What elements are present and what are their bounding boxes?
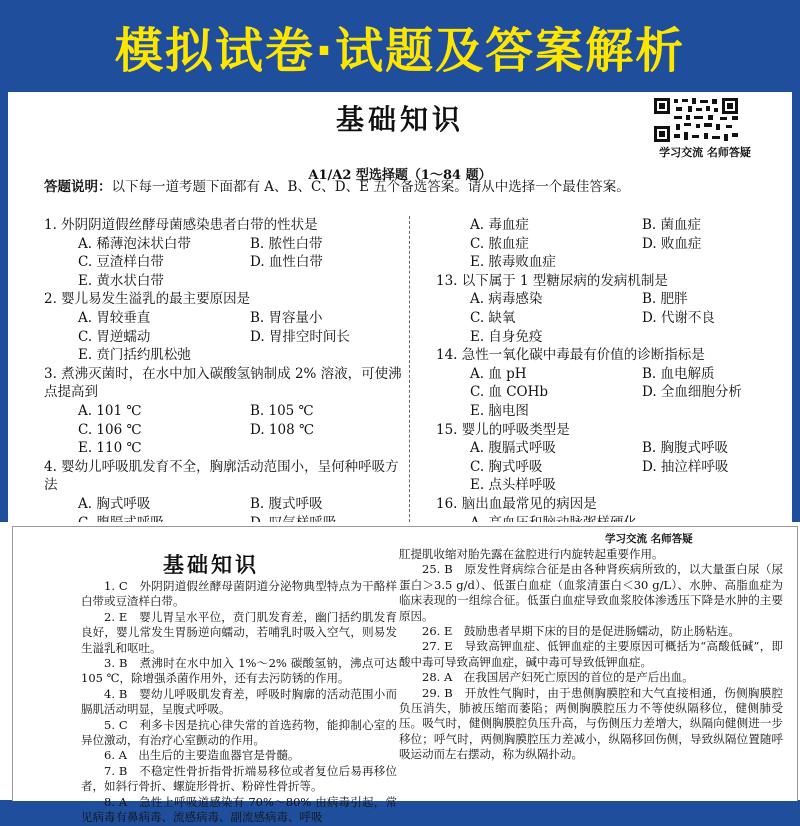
answer-paragraph: 1. C 外阴阴道假丝酵母菌阴道分泌物典型特点为干酪样白带或豆渣样白带。 — [81, 579, 397, 609]
question-stem: 3. 煮沸灭菌时，在水中加入碳酸氢钠制成 2% 溶液，可使沸点提高到 — [44, 365, 402, 401]
answers-left-column — [81, 579, 397, 826]
option: A. 毒血症 — [470, 217, 529, 233]
answer-paragraph: 28. A 在我国居产妇死亡原因的首位的是产后出血。 — [422, 670, 694, 685]
question — [436, 346, 762, 420]
answers-page — [12, 526, 798, 825]
question — [436, 272, 762, 346]
option: E. 脓毒败血症 — [470, 254, 556, 271]
instructions-label: 答题说明： — [44, 179, 112, 195]
banner-text: 模拟试卷·试题及答案解析 — [114, 22, 686, 79]
question-options — [44, 235, 402, 291]
option: D. 抽泣样呼吸 — [642, 458, 729, 475]
option: D. 全血细胞分析 — [642, 384, 742, 401]
option: C. 脓血症 — [470, 235, 529, 252]
page-title: 基础知识 — [335, 103, 464, 136]
question — [44, 365, 402, 458]
option: C. 缺氧 — [470, 309, 516, 326]
option: B. 腹式呼吸 — [250, 495, 323, 512]
answer-paragraph: 29. B 开放性气胸时，由于患侧胸膜腔和大气直接相通，伤侧胸膜腔负压消失，肺被压缩而萎陷；两侧胸膜腔压力不等使纵隔移位，健侧肺受压。吸气时，健侧胸膜腔负压升高，与伤侧压力差增大，纵隔向健侧进一步移位；呼气时，两侧胸膜腔压力差减小，纵隔移回伤侧，导致纵隔位置随呼吸运动而左右摆动，称为纵隔扑动。 — [399, 685, 783, 762]
option: A. 101 ℃ — [78, 402, 142, 419]
option: D. 血性白带 — [250, 254, 323, 271]
question — [436, 421, 762, 495]
option: B. 肥胖 — [642, 291, 688, 308]
option: C. 胸式呼吸 — [470, 458, 543, 475]
option: A. 胸式呼吸 — [78, 495, 151, 512]
instructions-text: 以下每一道考题下面都有 A、B、C、D、E 五个备选答案。请从中选择一个最佳答案。 — [111, 179, 630, 195]
title-banner — [0, 0, 800, 92]
option: D. 败血症 — [642, 235, 702, 252]
question — [44, 458, 402, 532]
answer-paragraph: 25. B 原发性肾病综合征是由各种肾疾病所致的，以大量蛋白尿（尿蛋白＞3.5 g/d）、低蛋白血症（血浆清蛋白＜30 g/L）、水肿、高脂血症为临床表现的一组综合征。低蛋白血症导致血浆胶体渗透压下降是水肿的主要原因。 — [399, 562, 783, 623]
qr-code-icon — [648, 96, 744, 144]
option: B. 胸腹式呼吸 — [642, 440, 729, 457]
question-options — [436, 216, 762, 272]
option: B. 脓性白带 — [250, 235, 323, 252]
option: B. 血电解质 — [642, 365, 715, 382]
answer-paragraph: 7. B 不稳定性骨折指骨折端易移位或者复位后易再移位者，如斜行骨折、螺旋形骨折、粉碎性骨折等。 — [81, 763, 397, 794]
option: C. 豆渣样白带 — [78, 254, 164, 271]
question-options — [44, 309, 402, 365]
answer-paragraph: 5. C 利多卡因是抗心律失常的首选药物，能抑制心室的异位激动，有治疗心室颤动的作用。 — [81, 717, 397, 748]
answers-header-caption: 学习交流 名师答疑 — [605, 533, 693, 545]
question — [436, 216, 762, 272]
question-stem: 16. 脑出血最常见的病因是 — [436, 495, 597, 512]
answer-paragraph: 27. E 导致高钾血症、低钾血症的主要原因可概括为“高酸低碱”，即酸中毒可导致高钾血症，碱中毒可导致低钾血症。 — [399, 639, 783, 669]
option: A. 血 pH — [470, 365, 527, 382]
option: E. 黄水状白带 — [78, 272, 164, 289]
answers-panel — [0, 522, 800, 825]
question-options — [436, 365, 762, 421]
question-stem: 15. 婴儿的呼吸类型是 — [436, 421, 570, 438]
answer-paragraph: 26. E 鼓励患者早期下床的目的是促进肠蠕动，防止肠粘连。 — [422, 624, 740, 639]
questions-right-column — [436, 216, 762, 532]
answer-paragraph: 6. A 出生后的主要造血器官是骨髓。 — [104, 748, 300, 763]
answers-title: 基础知识 — [163, 552, 259, 577]
option: E. 110 ℃ — [78, 440, 142, 457]
option: E. 脑电图 — [470, 402, 529, 419]
option: E. 贲门括约肌松弛 — [78, 347, 191, 364]
answer-paragraph: 4. B 婴幼儿呼吸肌发育差，呼吸时胸廓的活动范围小而膈肌活动明显，呈腹式呼吸。 — [81, 686, 397, 717]
question-stem: 2. 婴儿易发生溢乳的最主要原因是 — [44, 291, 251, 308]
option: B. 胃容量小 — [250, 309, 323, 326]
answer-paragraph: 肛提肌收缩对胎先露在盆腔进行内旋转起重要作用。 — [399, 547, 664, 561]
exam-page-image — [8, 92, 792, 532]
question-stem: 14. 急性一氧化碳中毒最有价值的诊断指标是 — [436, 347, 705, 364]
option: C. 血 COHb — [470, 384, 549, 401]
option: A. 胃较垂直 — [78, 309, 151, 326]
option: D. 代谢不良 — [642, 309, 715, 326]
questions-left-column — [44, 216, 402, 532]
option: D. 108 ℃ — [250, 421, 315, 438]
option: C. 106 ℃ — [78, 421, 142, 438]
instructions — [44, 178, 764, 197]
question-options — [44, 402, 402, 458]
option: D. 胃排空时间长 — [250, 328, 350, 345]
option: E. 点头样呼吸 — [470, 477, 556, 494]
qr-caption: 学习交流 名师答疑 — [659, 146, 751, 159]
option: A. 腹膈式呼吸 — [470, 440, 556, 457]
question — [44, 216, 402, 290]
question — [44, 290, 402, 364]
option: A. 病毒感染 — [470, 291, 543, 308]
question-stem: 13. 以下属于 1 型糖尿病的发病机制是 — [436, 272, 668, 289]
option: E. 自身免疫 — [470, 328, 543, 345]
column-divider — [409, 216, 410, 532]
question-stem: 4. 婴幼儿呼吸肌发育不全，胸廓活动范围小，呈何种呼吸方法 — [44, 458, 399, 494]
option: B. 105 ℃ — [250, 402, 314, 419]
option: A. 稀薄泡沫状白带 — [78, 235, 191, 252]
answer-paragraph: 8. A 急性上呼吸道感染有 70%～80% 由病毒引起，常见病毒有鼻病毒、流感病毒、副流感病毒、呼吸 — [81, 794, 397, 825]
question-options — [436, 439, 762, 495]
answer-paragraph: 2. E 婴儿胃呈水平位，贲门肌发育差，幽门括约肌发育良好，婴儿常发生胃肠逆向蠕动，若哺乳时吸入空气，则易发生溢乳和呕吐。 — [81, 609, 397, 655]
answers-right-column — [399, 547, 783, 763]
question-options — [436, 290, 762, 346]
option: B. 菌血症 — [642, 217, 702, 233]
section-title: A1/A2 型选择题（1～84 题） — [308, 168, 492, 183]
option: C. 胃逆蠕动 — [78, 328, 151, 345]
question-stem: 1. 外阴阴道假丝酵母菌感染患者白带的性状是 — [44, 217, 318, 233]
answer-paragraph: 3. B 煮沸时在水中加入 1%～2% 碳酸氢钠，沸点可达 105 ℃，除增强杀菌作用外，还有去污防锈的作用。 — [81, 656, 397, 686]
